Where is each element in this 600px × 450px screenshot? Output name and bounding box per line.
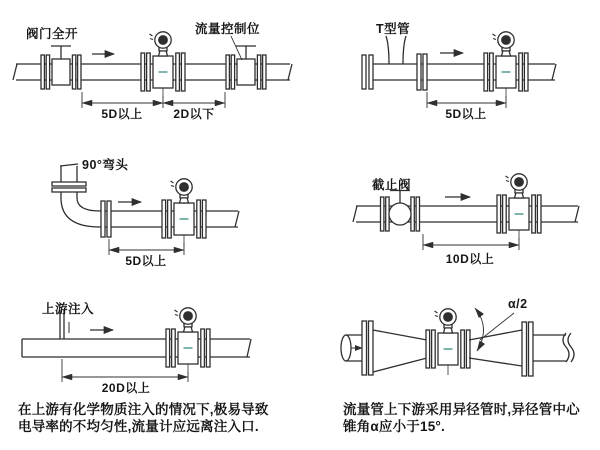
- flange: [417, 54, 427, 90]
- flowmeter-icon: [141, 32, 185, 98]
- injection-note-line1: 在上游有化学物质注入的情况下,极易导致: [18, 402, 269, 417]
- flowmeter-icon: [497, 174, 541, 240]
- end-flange: [362, 55, 373, 89]
- inlet-pipe: [341, 335, 364, 361]
- reducer-note-line2: 锥角α应小于15°.: [343, 419, 445, 434]
- flowmeter-icon: [166, 308, 210, 374]
- dim-10d-upstream: 10D以上: [445, 252, 495, 266]
- injection-note-line2: 电导率的不均匀性,流量计应远离注入口.: [18, 419, 259, 434]
- label-flow-control-position: 流量控制位: [195, 22, 261, 36]
- reducer-note-line1: 流量管上下游采用异径管时,异径管中心: [343, 402, 580, 417]
- dim-20d-upstream: 20D以上: [101, 381, 151, 395]
- stop-valve-icon: [381, 191, 420, 232]
- dim-5d-upstream: 5D以上: [125, 254, 167, 268]
- elbow-pipe: [60, 164, 100, 227]
- inlet-flange: [362, 321, 373, 375]
- elbow-flange: [52, 182, 86, 192]
- label-stop-valve: 截止阀: [372, 178, 412, 192]
- flowmeter-icon: [162, 179, 206, 245]
- flowmeter-icon: [426, 309, 470, 375]
- diagram-reducer: [310, 288, 600, 405]
- flowmeter-icon: [484, 32, 528, 98]
- label-cone-half-angle: α/2: [508, 297, 528, 311]
- dim-5d-upstream: 5D以上: [101, 107, 143, 121]
- t-branch: [386, 36, 406, 64]
- injection-note: [18, 401, 269, 435]
- reducer-note: [343, 401, 580, 435]
- flange: [101, 201, 111, 237]
- label-90-elbow: 90°弯头: [82, 158, 129, 172]
- label-valve-fully-open: 阀门全开: [26, 27, 79, 41]
- converging-reducer: [373, 330, 427, 372]
- dim-2d-downstream: 2D以下: [173, 107, 215, 121]
- gate-valve-icon: [41, 46, 81, 89]
- dimension-lines: [423, 234, 519, 250]
- control-valve-icon: [226, 46, 266, 89]
- pipe: [22, 339, 251, 357]
- diverging-reducer: [469, 330, 522, 366]
- outlet-flange: [522, 322, 533, 376]
- outlet-pipe: [533, 333, 574, 362]
- label-t-pipe: T型管: [376, 22, 411, 36]
- angle-annotation: [475, 308, 514, 351]
- label-upstream-injection: 上游注入: [42, 302, 95, 316]
- dim-5d-upstream: 5D以上: [445, 107, 487, 121]
